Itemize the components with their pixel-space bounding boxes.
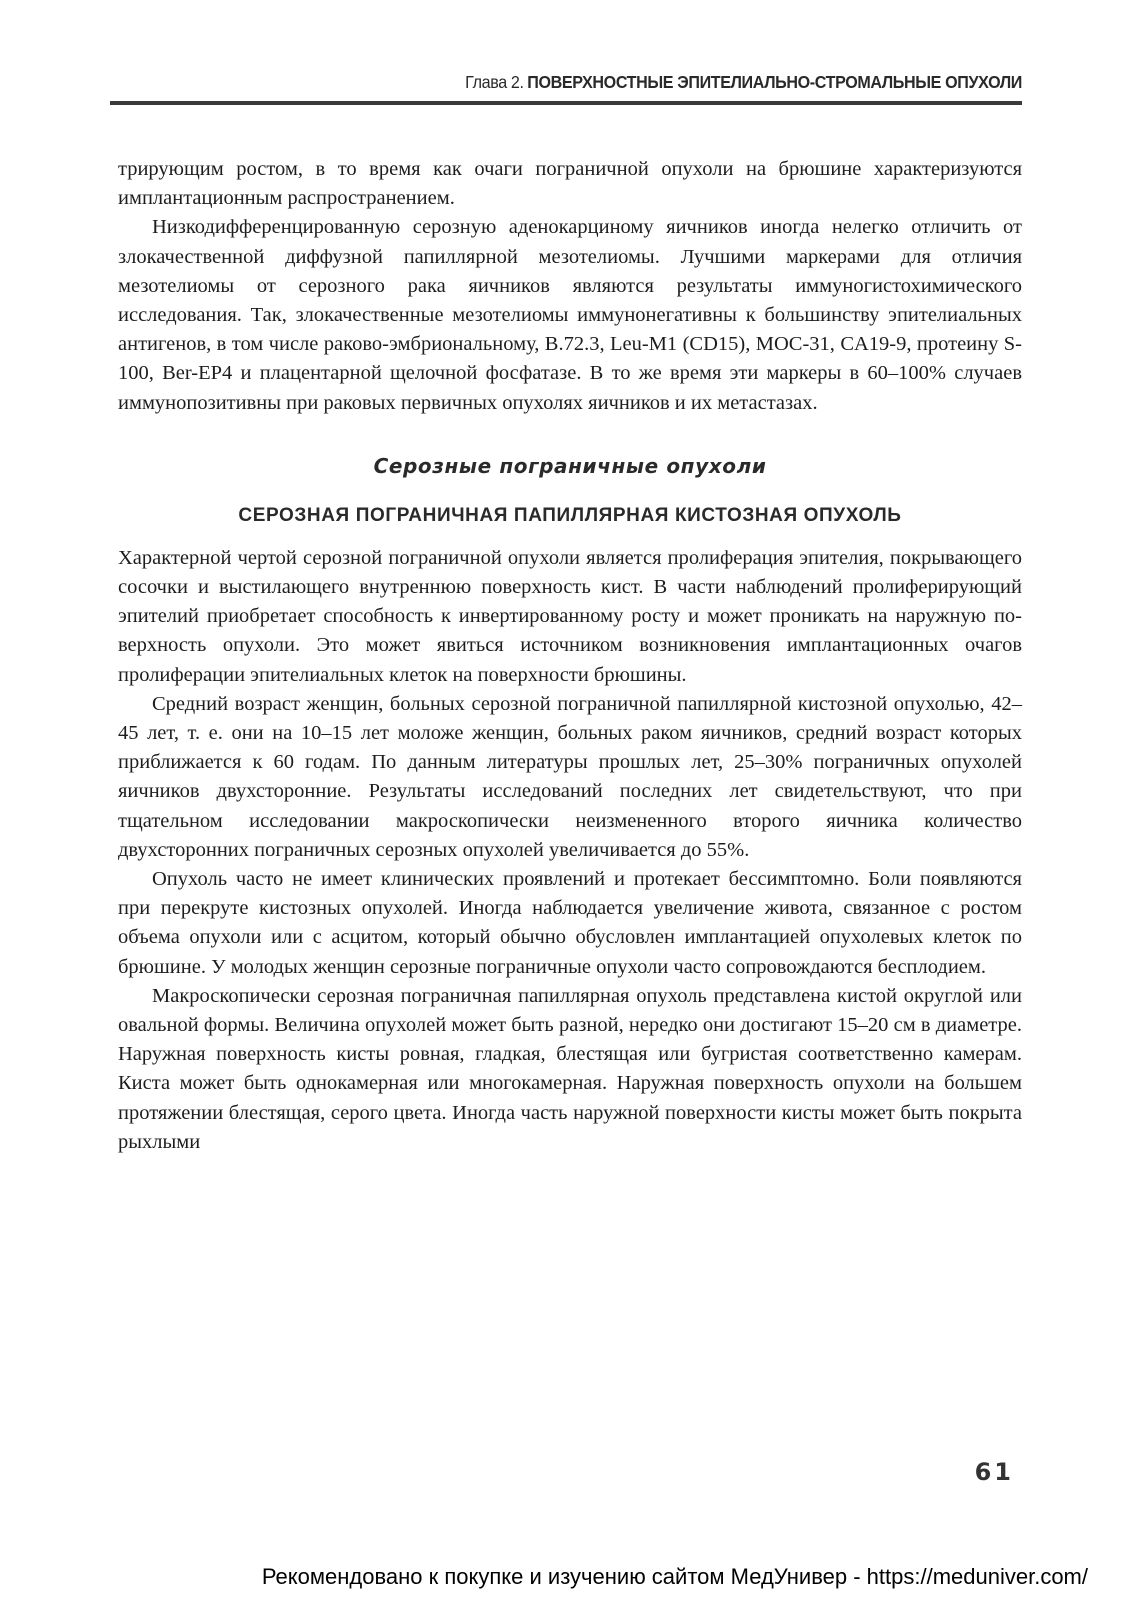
running-head-chapter: Глава 2. xyxy=(465,72,524,92)
running-head-title: ПОВЕРХНОСТНЫЕ ЭПИТЕЛИАЛЬНО-СТРОМАЛЬНЫЕ ОПУХОЛИ xyxy=(527,72,1022,92)
footer-recommendation-link[interactable]: Рекомендовано к покупке и изучению сайтом МедУнивер - https://meduniver.com/ xyxy=(261,1564,1088,1589)
paragraph-age: Средний возраст женщин, больных серозной пограничной папиллярной кистозной опухолью, 42–45 лет, т. е. они на 10–15 лет моложе женщин, больных раком яичников, средний возраст которых приближается к 60 годам. По данным литературы прошлых лет, 25–30% пограничных опухолей яичников двухсторонние. Результаты исследований последних лет свидетельствуют, что при тщательном исследовании макроскопически неизмененного второго яичника количество двухсторонних пограничных серозных опухолей увеличивается до 55%. xyxy=(118,692,1022,861)
subsection-title: Серозные пограничные опухоли xyxy=(373,453,767,478)
paragraph-continued: трирующим ростом, в то время как очаги пограничной опухоли на брюшине характеризуются имплантационным распространением. xyxy=(118,158,1022,210)
paragraph-symptoms: Опухоль часто не имеет клинических проявлений и протекает бессимптомно. Боли появляются при перекруте кистозных опухолей. Иногда наблюдается увеличение живота, связанное с ростом объема опухоли или с асцитом, который обычно обусловлен имплантацией опухолевых клеток по брюшине. У молодых женщин серозные пограничные опухоли часто сопровождаются бесплодием. xyxy=(118,868,1022,978)
paragraph-characteristic: Характерной чертой серозной пограничной опухоли является пролиферация эпителия, покрывающего сосочки и выстилающего внутреннюю поверхность кист. В части наблюдений пролиферирующий эпителий приобретает способность к инвертированному росту и может проникать на наружную поверхность опухоли. Это может явиться источником возникновения имплантационных очагов пролиферации эпителиальных клеток на поверхности брюшины. xyxy=(118,546,1022,686)
paragraph-macroscopy: Макроскопически серозная пограничная папиллярная опухоль представлена кистой округлой или овальной формы. Величина опухолей может быть разной, нередко они достигают 15–20 см в диаметре. Наружная поверхность кисты ровная, гладкая, блестящая или бугристая соответственно камерам. Киста может быть однокамерная или многокамерная. Наружная поверхность опухоли на большем протяжении блестящая, серого цвета. Иногда часть наружной поверхности кисты может быть покрыта рыхлыми xyxy=(118,984,1022,1153)
section-heading: СЕРОЗНАЯ ПОГРАНИЧНАЯ ПАПИЛЛЯРНАЯ КИСТОЗНАЯ ОПУХОЛЬ xyxy=(238,504,902,526)
page-number: 61 xyxy=(974,1458,1014,1486)
page-body xyxy=(118,155,1022,1157)
running-head xyxy=(183,72,1022,93)
paragraph-mesothelioma: Низкодифференцированную серозную аденокарциному яичников иногда нелегко отличить от злокачественной диффузной папиллярной мезотелиомы. Лучшими маркерами для отличия мезотелиомы от серозного рака яичников являются результаты иммуногистохимического исследования. Так, злокачественные мезотелиомы иммунонегативны к большинству эпителиальных антигенов, в том числе раково-эмбриональному, B.72.3, Leu-M1 (CD15), MOC-31, CA19-9, протеину S-100, Ber-EP4 и плацентарной щелочной фосфатазе. В то же время эти маркеры в 60–100% случаев иммунопозитивны при раковых первичных опухолях яичников и их метастазах. xyxy=(118,216,1022,414)
header-rule xyxy=(110,101,1022,105)
